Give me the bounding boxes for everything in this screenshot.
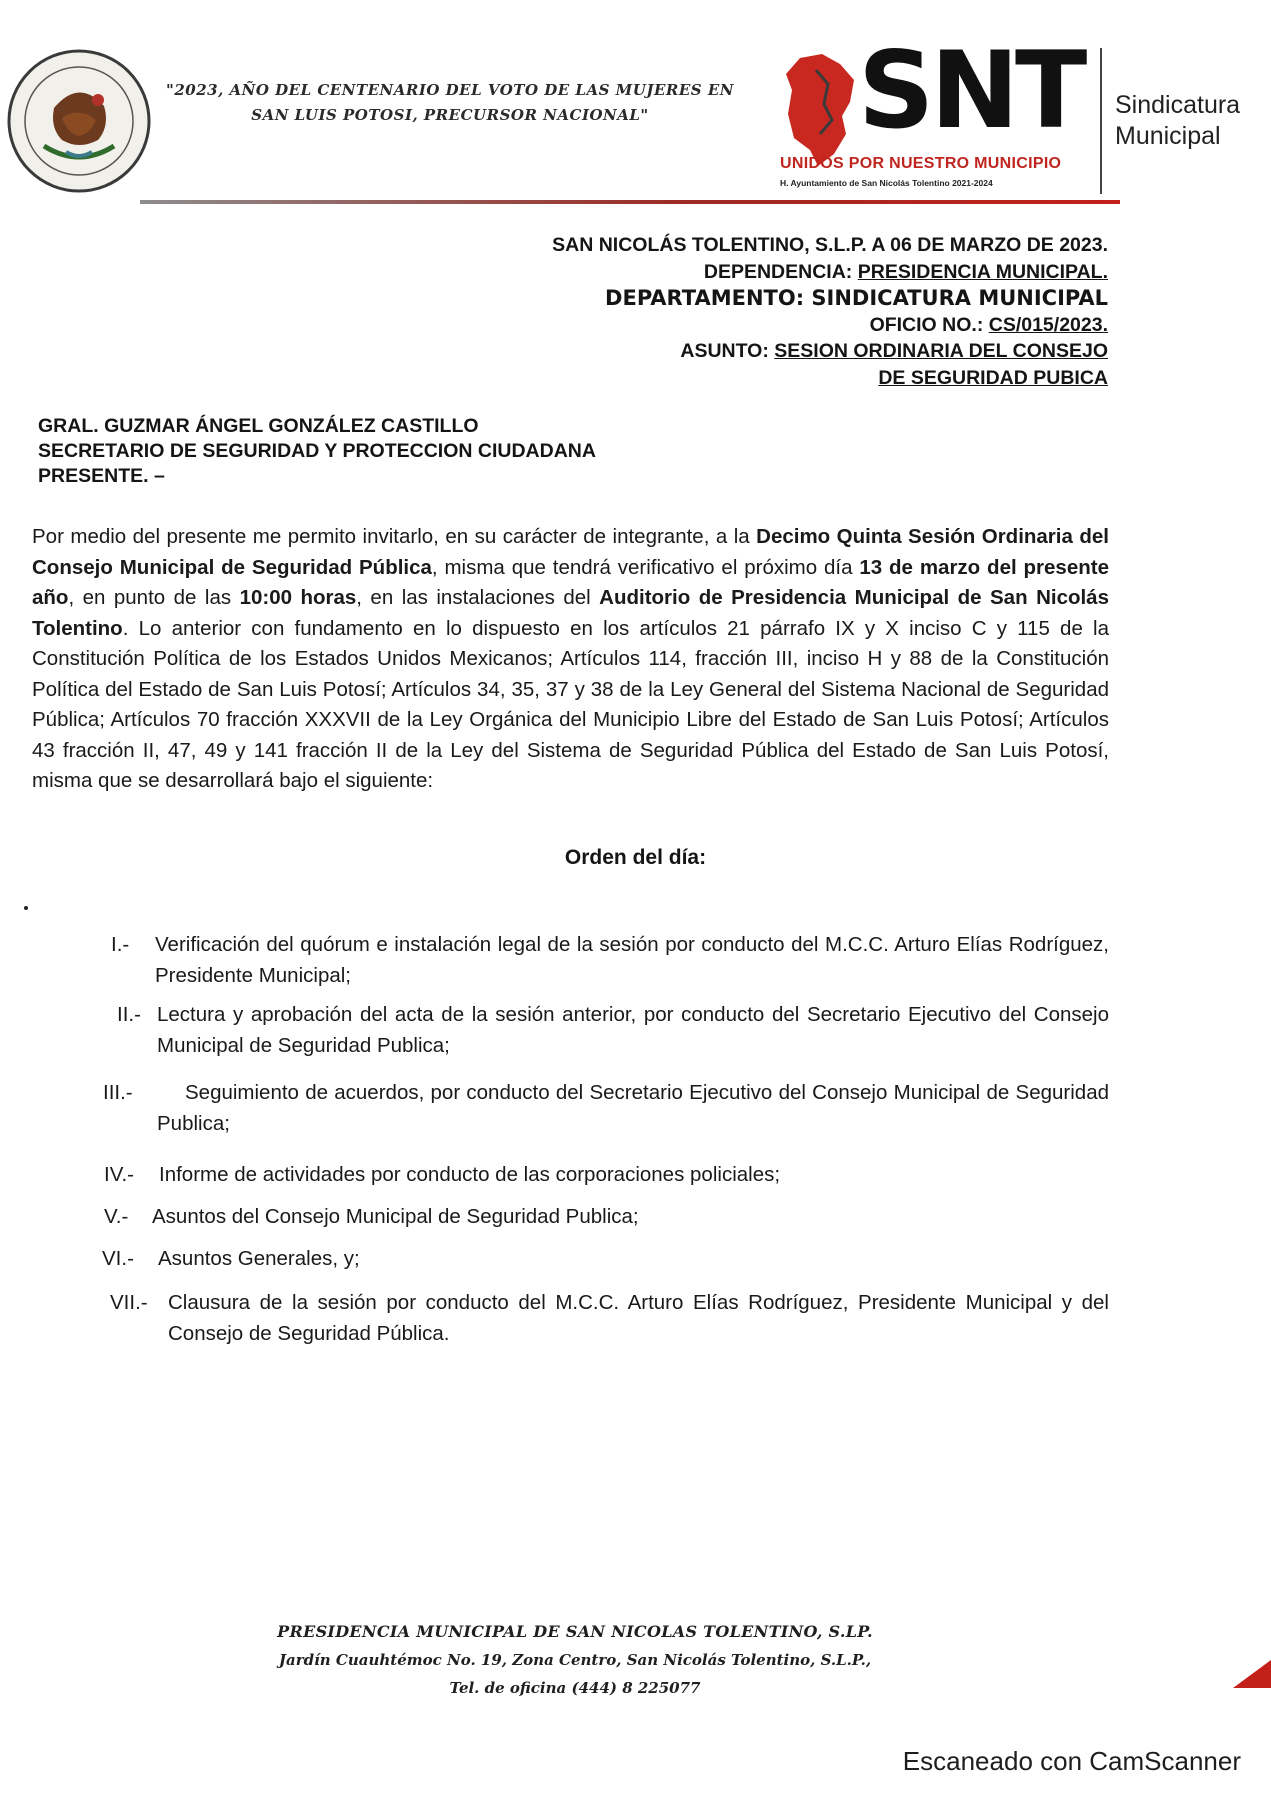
departamento-value: SINDICATURA MUNICIPAL — [811, 286, 1108, 310]
agenda-item-text: Asuntos Generales, y; — [158, 1247, 360, 1270]
dependencia-label: DEPENDENCIA: — [703, 260, 853, 283]
header-rule — [140, 200, 1120, 204]
agenda-item-number: III.- — [103, 1081, 133, 1104]
agenda-item — [102, 1244, 1109, 1275]
agenda-item-number: V.- — [104, 1205, 129, 1228]
agenda-item-text: Seguimiento de acuerdos, por conducto del Secretario Ejecutivo del Consejo Municipal de Seguridad Publica; — [157, 1081, 1109, 1135]
office-name — [1115, 90, 1265, 152]
body-text-2: , misma que tendrá verificativo el próximo día — [431, 555, 860, 579]
asunto-label: ASUNTO: — [680, 340, 769, 362]
snt-subtitle: H. Ayuntamiento de San Nicolás Tolentino 2021-2024 — [780, 178, 993, 188]
addressee-name: GRAL. GUZMAR ÁNGEL GONZÁLEZ CASTILLO — [38, 415, 479, 437]
agenda-item-text: Informe de actividades por conducto de las corporaciones policiales; — [159, 1163, 781, 1186]
dependencia-value: PRESIDENCIA MUNICIPAL. — [857, 260, 1108, 283]
agenda-item-number: I.- — [111, 933, 130, 956]
scanner-watermark: Escaneado con CamScanner — [902, 1746, 1241, 1776]
agenda-item-number: VI.- — [102, 1247, 134, 1270]
letter-footer — [0, 1618, 1150, 1702]
snt-logo: SNT — [858, 29, 1084, 152]
snt-slogan: UNIDOS POR NUESTRO MUNICIPIO — [780, 155, 1062, 172]
footer-phone: Tel. de oficina (444) 8 225077 — [449, 1679, 701, 1697]
agenda-item — [104, 1160, 1109, 1191]
scan-speck — [24, 906, 28, 910]
asunto-line — [552, 338, 1108, 365]
agenda-item — [104, 1202, 1109, 1233]
body-text-5: . Lo anterior con fundamento en lo dispuesto en los artículos 21 párrafo IX y X inciso C y 115 de la Constitución Política de los Estados Unidos Mexicanos; Artículos 114, fracción III, inciso H y 88 de la Constitución Política del Estado de San Luis Potosí; Artículos 34, 35, 37 y 38 de la Ley General del Sistema Nacional de Seguridad Pública; Artículos 70 fracción XXXVII de la Ley Orgánica del Municipio Libre del Estado de San Luis Potosí; Artículos 43 fracción II, 47, 49 y 141 fracción II de la Ley del Sistema de Seguridad Pública del Estado de San Luis Potosí, misma que se desarrollará bajo el siguiente: — [32, 616, 1109, 792]
agenda-item-number: IV.- — [104, 1163, 135, 1186]
body-text-1: Por medio del presente me permito invitarlo, en su carácter de integrante, a la — [32, 525, 757, 548]
agenda-item-text: Verificación del quórum e instalación legal de la sesión por conducto del M.C.C. Arturo Elías Rodríguez, Presidente Municipal; — [155, 933, 1109, 987]
oficio-value: CS/015/2023. — [988, 313, 1108, 336]
departamento-line — [552, 285, 1108, 312]
body-bold-venue: Auditorio de Presidencia Municipal de San Nicolás Tolentino — [32, 586, 1109, 640]
asunto-line-2 — [552, 365, 1108, 392]
oficio-label: OFICIO NO.: — [869, 313, 984, 336]
addressee-position: SECRETARIO DE SEGURIDAD Y PROTECCION CIUDADANA — [38, 440, 596, 462]
agenda-item — [103, 1078, 1109, 1139]
asunto-value-line2: DE SEGURIDAD PUBICA — [878, 366, 1108, 389]
agenda-item — [111, 930, 1109, 991]
office-name-line2: Municipal — [1115, 122, 1221, 150]
body-bold-date: 13 de marzo del presente año — [32, 555, 1109, 609]
departamento-label: DEPARTAMENTO: — [605, 286, 805, 310]
body-text-4: , en las instalaciones del — [356, 586, 600, 609]
place-date: SAN NICOLÁS TOLENTINO, S.L.P. A 06 DE MARZO DE 2023. — [552, 234, 1108, 256]
office-name-line1: Sindicatura — [1115, 91, 1241, 119]
agenda-item-text: Lectura y aprobación del acta de la sesión anterior, por conducto del Secretario Ejecutivo del Consejo Municipal de Seguridad Publica; — [157, 1003, 1109, 1057]
municipality-map-icon — [780, 50, 860, 170]
agenda-item-number: II.- — [117, 1003, 141, 1026]
agenda-item — [117, 1000, 1109, 1061]
body-bold-time: 10:00 horas — [239, 586, 357, 609]
addressee-greeting: PRESENTE. – — [38, 465, 165, 487]
oficio-line — [552, 312, 1108, 339]
header-divider — [1100, 48, 1102, 194]
coat-of-arms-seal-icon — [6, 48, 152, 194]
header-motto: "2023, AÑO DEL CENTENARIO DEL VOTO DE LAS MUJERES EN SAN LUIS POTOSI, PRECURSOR NACIONAL" — [166, 81, 734, 124]
body-paragraph — [32, 522, 1109, 797]
agenda-item — [110, 1288, 1109, 1349]
asunto-value-line1: SESION ORDINARIA DEL CONSEJO — [774, 340, 1108, 362]
addressee — [38, 414, 596, 489]
body-text-3: , en punto de las — [68, 586, 240, 609]
corner-accent-icon — [1233, 1660, 1271, 1688]
footer-office: PRESIDENCIA MUNICIPAL DE SAN NICOLAS TOLENTINO, S.LP. — [277, 1622, 873, 1641]
letter-meta — [552, 232, 1108, 391]
dependencia-line — [552, 259, 1108, 286]
agenda-item-number: VII.- — [110, 1291, 148, 1314]
agenda-title: Orden del día: — [564, 846, 707, 869]
body-bold-session: Decimo Quinta Sesión Ordinaria del Consejo Municipal de Seguridad Pública — [32, 525, 1109, 579]
agenda-item-text: Asuntos del Consejo Municipal de Seguridad Publica; — [152, 1205, 639, 1228]
agenda-item-text: Clausura de la sesión por conducto del M.C.C. Arturo Elías Rodríguez, Presidente Municipal y del Consejo de Seguridad Pública. — [168, 1291, 1109, 1345]
footer-address: Jardín Cuauhtémoc No. 19, Zona Centro, San Nicolás Tolentino, S.L.P., — [278, 1651, 872, 1669]
